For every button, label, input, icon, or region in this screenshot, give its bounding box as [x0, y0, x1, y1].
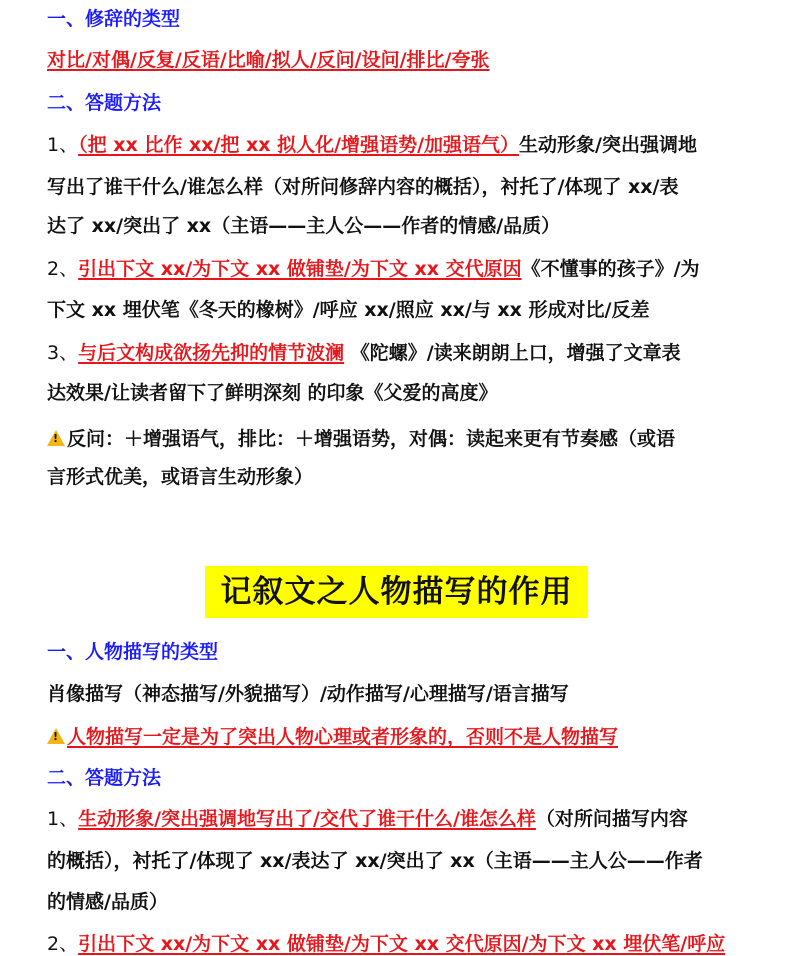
character-item-1-line-2: 的概括），衬托了/体现了 xx/表达了 xx/突出了 xx（主语——主人公——作者 — [47, 850, 703, 872]
character-item-2-line-1 — [47, 929, 725, 956]
item-number: 2、 — [47, 258, 79, 280]
rhetoric-item-2-highlight: 引出下文 xx/为下文 xx 做铺垫/为下文 xx 交代原因 — [78, 258, 522, 280]
rhetoric-item-2-line-2: 下文 xx 埋伏笔《冬天的橡树》/呼应 xx/照应 xx/与 xx 形成对比/反差 — [47, 299, 650, 321]
item-number: 1、 — [47, 134, 79, 156]
rhetoric-item-2-line-1 — [47, 254, 700, 281]
character-item-1-line-3: 的情感/品质） — [47, 891, 168, 913]
character-item-1-text: （对所问描写内容 — [535, 808, 688, 830]
rhetoric-item-1-text: 生动形象/突出强调地 — [519, 134, 697, 156]
rhetoric-note-text: 反问：＋增强语气，排比：＋增强语势，对偶：读起来更有节奏感（或语 — [67, 428, 676, 450]
item-number: 3、 — [47, 342, 79, 364]
rhetoric-item-3-line-1 — [47, 338, 681, 365]
rhetoric-item-1-line-2: 写出了谁干什么/谁怎么样（对所问修辞内容的概括），衬托了/体现了 xx/表 — [47, 176, 679, 198]
item-number: 2、 — [47, 933, 79, 955]
section-title: 记叙文之人物描写的作用 — [205, 566, 588, 618]
rhetoric-types-heading: 一、修辞的类型 — [47, 8, 181, 30]
rhetoric-types-list: 对比/对偶/反复/反语/比喻/拟人/反问/设问/排比/夸张 — [47, 49, 490, 71]
character-method-heading: 二、答题方法 — [47, 767, 162, 789]
character-warning-line — [47, 722, 618, 749]
rhetoric-item-1-line-3: 达了 xx/突出了 xx（主语——主人公——作者的情感/品质） — [47, 215, 561, 237]
character-item-2-highlight: 引出下文 xx/为下文 xx 做铺垫/为下文 xx 交代原因/为下文 xx 埋伏笔/呼应 — [78, 933, 726, 955]
rhetoric-note-line-1 — [47, 424, 675, 451]
character-types-heading: 一、人物描写的类型 — [47, 641, 219, 663]
rhetoric-item-3-line-2: 达效果/让读者留下了鲜明深刻 的印象《父爱的高度》 — [47, 382, 498, 404]
answer-method-heading: 二、答题方法 — [47, 92, 162, 114]
character-item-1-line-1 — [47, 804, 688, 831]
character-item-1-highlight: 生动形象/突出强调地写出了/交代了谁干什么/谁怎么样 — [78, 808, 536, 830]
rhetoric-item-3-highlight: 与后文构成欲扬先抑的情节波澜 — [78, 342, 345, 364]
rhetoric-item-2-text: 《不懂事的孩子》/为 — [521, 258, 700, 280]
rhetoric-item-1-highlight: （把 xx 比作 xx/把 xx 拟人化/增强语势/加强语气） — [78, 134, 520, 156]
rhetoric-item-1-line-1 — [47, 130, 697, 157]
character-warning-text: 人物描写一定是为了突出人物心理或者形象的，否则不是人物描写 — [67, 726, 619, 748]
character-types-list: 肖像描写（神态描写/外貌描写）/动作描写/心理描写/语言描写 — [47, 683, 569, 705]
rhetoric-item-3-text: 《陀螺》/读来朗朗上口，增强了文章表 — [344, 342, 681, 364]
item-number: 1、 — [47, 808, 79, 830]
warning-icon — [47, 430, 65, 446]
warning-icon — [47, 728, 65, 744]
rhetoric-note-line-2: 言形式优美，或语言生动形象） — [47, 466, 314, 488]
